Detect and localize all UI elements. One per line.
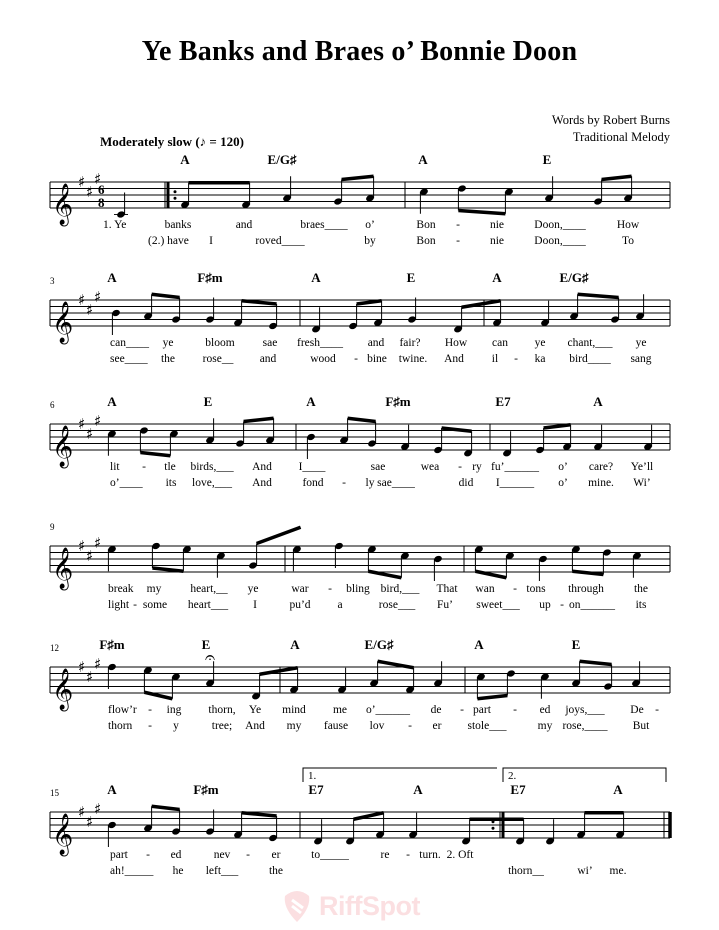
lyric-verse-1: my (146, 583, 162, 595)
lyric-verse-2: o’____ (110, 477, 143, 489)
chord-symbol: A (107, 782, 117, 797)
lyric-verse-2: did (458, 477, 474, 489)
composer-credit: Traditional Melody (572, 130, 670, 144)
chord-symbol: A (593, 394, 603, 409)
lyric-verse-1: Ye (248, 704, 262, 716)
lyric-verse-1: birds,___ (190, 461, 234, 473)
lyric-verse-1: - (513, 704, 517, 716)
lyric-verse-1: 2. Oft (446, 849, 474, 861)
chord-symbol: A (180, 152, 190, 167)
beam (580, 661, 612, 664)
lyric-verse-1: 1. Ye (103, 219, 127, 231)
lyric-verse-2: - (342, 477, 346, 489)
lyric-verse-1: - (460, 704, 464, 716)
lyric-verse-2: love,___ (192, 477, 232, 489)
lyric-verse-1: fresh____ (297, 337, 343, 349)
treble-clef-icon: 𝄞 (52, 302, 74, 343)
lyric-verse-2: lov (369, 720, 385, 732)
lyric-verse-1: wan (475, 583, 495, 595)
lyric-verse-2: wi’ (577, 865, 593, 877)
lyric-verse-1: That (436, 583, 458, 595)
sharp-icon: ♯ (78, 291, 86, 309)
lyric-verse-2: Wi’ (633, 477, 651, 489)
measure-number: 15 (50, 788, 59, 798)
lyric-verse-2: sae____ (377, 477, 415, 489)
lyric-verse-1: de (430, 704, 442, 716)
lyric-verse-1: war (291, 583, 309, 595)
lyric-verse-1: And (252, 461, 272, 473)
lyric-verse-2: heart___ (187, 599, 229, 611)
lyric-verse-1: - (142, 461, 146, 473)
chord-symbol: E/G♯ (364, 637, 394, 652)
lyric-verse-2: and (259, 353, 277, 365)
lyric-verse-1: bling (346, 583, 370, 595)
lyric-verse-1: How (444, 337, 468, 349)
sharp-icon: ♯ (94, 799, 102, 818)
lyric-verse-1: I____ (298, 461, 326, 473)
lyric-verse-2: my (537, 720, 553, 732)
beam (342, 176, 374, 179)
lyric-verse-1: - (655, 704, 659, 716)
lyric-verse-2: ah!_____ (110, 865, 154, 877)
lyric-verse-2: twine. (398, 353, 428, 365)
lyric-verse-1: Doon,____ (534, 219, 586, 231)
sharp-icon: ♯ (78, 803, 86, 821)
lyric-verse-2: see____ (110, 353, 148, 365)
sharp-icon: ♯ (78, 415, 86, 433)
treble-clef-icon: 𝄞 (52, 426, 74, 467)
chord-symbol: E (406, 270, 416, 285)
lyric-verse-2: light (108, 599, 130, 611)
lyric-verse-1: - (328, 583, 332, 595)
lyric-verse-2: Bon (416, 235, 436, 247)
lyric-verse-2: Fu’ (437, 599, 453, 611)
lyric-verse-1: part (110, 849, 128, 861)
lyric-verse-1: heart,__ (190, 583, 228, 595)
lyric-verse-1: break (108, 583, 134, 595)
lyric-verse-2: Doon,____ (534, 235, 586, 247)
lyric-verse-2: sang (630, 353, 652, 365)
lyric-verse-2: tree; (211, 720, 233, 732)
lyric-verse-2: - (514, 353, 518, 365)
chord-symbol: F♯m (385, 394, 411, 409)
lyric-verse-2: stole___ (467, 720, 507, 732)
lyric-verse-1: sae (262, 337, 278, 349)
treble-clef-icon: 𝄞 (52, 184, 74, 225)
lyric-verse-2: wood (310, 353, 336, 365)
time-signature: 8 (98, 195, 105, 210)
lyric-verse-1: ed (170, 849, 182, 861)
lyric-verse-2: bine (367, 353, 387, 365)
measure-number: 3 (50, 276, 55, 286)
lyric-verse-2: nie (489, 235, 505, 247)
sharp-icon: ♯ (94, 169, 102, 188)
lyric-verse-1: fu’______ (491, 461, 539, 473)
lyric-verse-1: wea (420, 461, 440, 473)
lyric-verse-1: nie (489, 219, 505, 231)
chord-symbol: F♯m (197, 270, 223, 285)
lyric-verse-2: sweet___ (476, 599, 520, 611)
chord-symbol: A (613, 782, 623, 797)
guitar-pick-icon (279, 888, 315, 924)
lyric-verse-1: sae (370, 461, 386, 473)
lyric-verse-1: mind (282, 704, 306, 716)
lyric-verse-1: o’______ (365, 704, 411, 716)
lyric-verse-1: bird,___ (380, 583, 420, 595)
lyric-verse-2: - (148, 720, 152, 732)
chord-symbol: E (203, 394, 213, 409)
lyric-verse-2: on______ (569, 599, 615, 611)
chord-symbol: A (418, 152, 428, 167)
lyric-verse-1: re (380, 849, 390, 861)
lyric-verse-1: and (367, 337, 385, 349)
beam (152, 294, 180, 297)
lyric-verse-1: braes____ (300, 219, 348, 231)
lyric-verse-1: ing (166, 704, 182, 716)
lyric-verse-2: rose___ (378, 599, 416, 611)
lyric-verse-2: - (133, 599, 137, 611)
measure-number: 6 (50, 400, 55, 410)
lyric-verse-2: roved____ (255, 235, 305, 247)
lyric-verse-1: care? (588, 461, 614, 473)
brand-name: RiffSpot (319, 891, 420, 921)
lyric-verse-1: How (616, 219, 640, 231)
chord-symbol: E7 (308, 782, 324, 797)
lyric-verse-2: And (444, 353, 464, 365)
lyric-verse-2: its (635, 599, 647, 611)
beam (257, 527, 301, 543)
lyric-verse-2: ly (365, 477, 375, 489)
sharp-icon: ♯ (94, 533, 102, 552)
sharp-icon: ♯ (78, 537, 86, 555)
beam (348, 418, 376, 421)
lyric-verse-1: - (456, 219, 460, 231)
lyric-verse-2: y (173, 720, 179, 732)
chord-symbol: E7 (495, 394, 511, 409)
fermata-icon: 𝄐 (204, 647, 216, 668)
lyric-verse-2: rose__ (202, 353, 234, 365)
sharp-icon: ♯ (86, 812, 94, 831)
lyric-verse-2: fond (302, 477, 324, 489)
lyric-verse-1: part (473, 704, 491, 716)
first-ending-bracket (303, 768, 497, 782)
lyric-verse-1: banks (164, 219, 192, 231)
beam (152, 806, 180, 809)
lyric-verse-2: its (165, 477, 177, 489)
lyric-verse-2: To (622, 235, 634, 247)
lyric-verse-2: mine. (588, 477, 614, 489)
lyric-verse-1: o’ (365, 219, 375, 231)
lyric-verse-2: er (432, 720, 442, 732)
lyric-verse-2: left___ (205, 865, 239, 877)
lyric-verse-1: thorn, (208, 704, 236, 716)
lyric-verse-2: - (456, 235, 460, 247)
lyric-verse-1: Ye’ll (630, 461, 654, 473)
repeat-dot (174, 197, 177, 200)
lyric-verse-1: tle (164, 461, 176, 473)
sharp-icon: ♯ (94, 411, 102, 430)
repeat-dot (492, 827, 495, 830)
lyric-verse-1: ye (247, 583, 259, 595)
tempo-value: (♪ = 120) (195, 134, 244, 149)
second-ending-label: 2. (508, 770, 517, 782)
sharp-icon: ♯ (86, 424, 94, 443)
treble-clef-icon: 𝄞 (52, 669, 74, 710)
lyric-verse-1: through (568, 583, 604, 595)
chord-symbol: A (107, 270, 117, 285)
lyric-verse-1: - (246, 849, 250, 861)
beam (477, 696, 507, 699)
lyric-verse-1: the (633, 583, 649, 595)
lyric-verse-2: - (560, 599, 564, 611)
lyric-verse-2: he (172, 865, 184, 877)
lyric-verse-2: thorn__ (508, 865, 544, 877)
lyric-verse-1: - (458, 461, 462, 473)
lyric-verse-1: ye (162, 337, 174, 349)
chord-symbol: F♯m (99, 637, 125, 652)
lyric-verse-2: bird____ (569, 353, 611, 365)
chord-symbol: E7 (510, 782, 526, 797)
beam (544, 425, 571, 428)
lyric-verse-1: bloom (205, 337, 235, 349)
lyric-verse-1: - (406, 849, 410, 861)
lyric-verse-2: a (337, 599, 343, 611)
chord-symbol: F♯m (193, 782, 219, 797)
lyric-verse-2: And (252, 477, 272, 489)
lyric-verse-2: (2.) have (148, 235, 189, 247)
lyric-verse-1: me (332, 704, 348, 716)
lyric-verse-1: ye (534, 337, 546, 349)
tempo-text: Moderately slow (100, 134, 193, 149)
lyric-verse-1: - (513, 583, 517, 595)
lyric-verse-2: - (408, 720, 412, 732)
sharp-icon: ♯ (78, 173, 86, 191)
time-signature: 6 (98, 182, 105, 197)
lyric-verse-2: And (245, 720, 265, 732)
sharp-icon: ♯ (94, 287, 102, 306)
lyric-verse-2: by (364, 235, 376, 247)
lyric-verse-1: can____ (110, 337, 149, 349)
lyric-verse-1: nev (213, 849, 231, 861)
chord-symbol: A (474, 637, 484, 652)
lyric-verse-2: But (632, 720, 650, 732)
lyric-verse-2: my (286, 720, 302, 732)
sharp-icon: ♯ (86, 182, 94, 201)
beam (244, 418, 274, 421)
lyric-verse-1: joys,___ (565, 704, 605, 716)
repeat-dot (174, 190, 177, 193)
sharp-icon: ♯ (86, 667, 94, 686)
sharp-icon: ♯ (78, 658, 86, 676)
first-ending-label: 1. (308, 770, 317, 782)
chord-symbol: E (571, 637, 581, 652)
lyric-verse-1: ry (472, 461, 482, 473)
lyric-verse-1: to_____ (311, 849, 349, 861)
lyric-verse-2: some (142, 599, 168, 611)
lyric-verse-1: ye (635, 337, 647, 349)
lyric-verse-1: can (492, 337, 508, 349)
lyric-verse-1: Bon (416, 219, 436, 231)
lyric-verse-2: pu’d (289, 599, 311, 611)
beam (458, 211, 505, 214)
lyric-verse-1: ed (539, 704, 551, 716)
second-ending-bracket (503, 768, 666, 782)
measure-number: 12 (50, 643, 59, 653)
treble-clef-icon: 𝄞 (52, 814, 74, 855)
beam (242, 813, 277, 816)
chord-symbol: E (201, 637, 211, 652)
lyric-verse-1: o’ (558, 461, 568, 473)
lyric-verse-2: thorn (108, 720, 133, 732)
lyric-verse-2: fause (323, 720, 349, 732)
chord-symbol: A (107, 394, 117, 409)
song-title: Ye Banks and Braes o’ Bonnie Doon (141, 36, 578, 67)
lyric-verse-2: the (160, 353, 176, 365)
lyric-verse-2: o’ (558, 477, 568, 489)
lyric-verse-1: De (630, 704, 644, 716)
treble-clef-icon: 𝄞 (52, 548, 74, 589)
chord-symbol: A (311, 270, 321, 285)
lyric-verse-1: and (235, 219, 253, 231)
lyric-verse-2: I______ (495, 477, 535, 489)
lyric-verse-1: lit (110, 461, 120, 473)
lyric-verse-1: fair? (399, 337, 421, 349)
sharp-icon: ♯ (86, 546, 94, 565)
lyric-verse-1: - (148, 704, 152, 716)
beam (152, 568, 183, 571)
lyric-verse-2: the (268, 865, 284, 877)
lyric-verse-2: I (209, 235, 213, 247)
beam (242, 301, 277, 304)
lyric-verse-2: il (491, 353, 499, 365)
chord-symbol: E (542, 152, 552, 167)
lyric-verse-2: - (354, 353, 358, 365)
lyric-verse-1: chant,___ (567, 337, 613, 349)
lyric-verse-2: I (253, 599, 257, 611)
lyric-verse-1: turn. (419, 849, 441, 861)
beam (357, 301, 382, 304)
beam (140, 453, 170, 456)
lyric-verse-2: up (539, 599, 551, 611)
chord-symbol: A (413, 782, 423, 797)
beam (602, 176, 632, 179)
lyric-verse-1: flow’r (108, 704, 137, 716)
lyricist-credit: Words by Robert Burns (551, 113, 670, 127)
chord-symbol: A (290, 637, 300, 652)
brand-logo[interactable] (275, 886, 455, 926)
lyric-verse-2: me. (609, 865, 627, 877)
lyric-verse-2: rose,____ (562, 720, 608, 732)
beam (578, 294, 619, 297)
lyric-verse-1: er (271, 849, 281, 861)
chord-symbol: E/G♯ (559, 270, 589, 285)
chord-symbol: A (306, 394, 316, 409)
lyric-verse-2: ka (534, 353, 546, 365)
sharp-icon: ♯ (94, 654, 102, 673)
measure-number: 9 (50, 522, 55, 532)
chord-symbol: A (492, 270, 502, 285)
lyric-verse-1: tons (526, 583, 546, 595)
sharp-icon: ♯ (86, 300, 94, 319)
lyric-verse-1: - (146, 849, 150, 861)
chord-symbol: E/G♯ (267, 152, 297, 167)
